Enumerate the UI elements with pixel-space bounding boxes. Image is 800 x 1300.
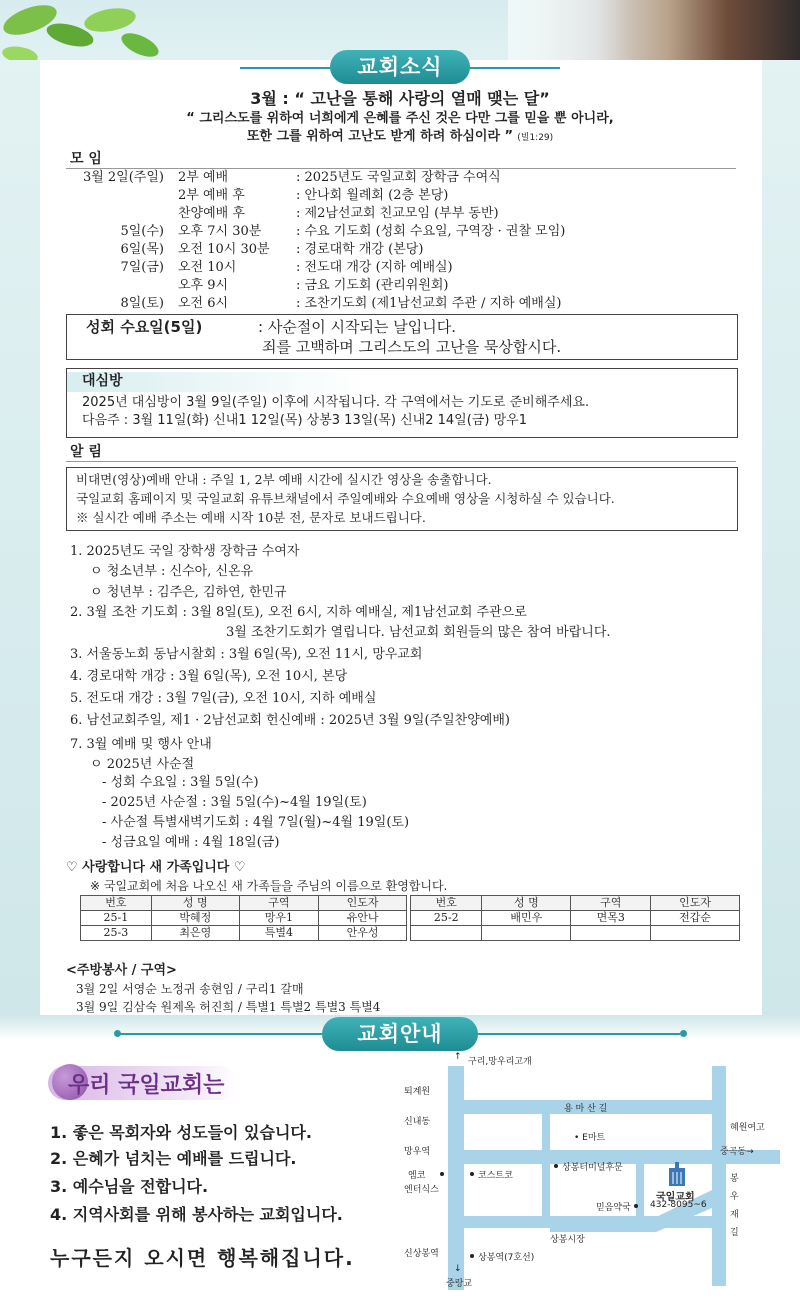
meeting-time: 오전 6시 [178, 296, 229, 311]
theme-line: 3월 : “ 고난을 통해 사랑의 열매 맺는 달” [250, 89, 550, 108]
table-row: 25-3 최은영 특별4 안우성 [81, 926, 407, 941]
meeting-time: 2부 예배 [178, 170, 229, 185]
church-map-label: 국일교회 [656, 1192, 695, 1203]
meeting-desc: : 금요 기도회 (관리위원회) [296, 278, 449, 293]
slogan: 누구든지 오시면 행복해집니다. [50, 1246, 355, 1270]
family-table-left [80, 895, 407, 941]
notice-item: 6. 남선교회주일, 제1 · 2남선교회 헌신예배 : 2025년 3월 9일(주일찬양예배) [70, 713, 510, 728]
notice-item: 3. 서울동노회 동남시찰회 : 3월 6일(목), 오전 11시, 망우교회 [70, 647, 423, 662]
kitchen-title: <주방봉사 / 구역> [66, 963, 177, 978]
meeting-time: 오전 10시 30분 [178, 242, 270, 257]
guide-item-4: 4. 지역사회를 위해 봉사하는 교회입니다. [50, 1205, 343, 1224]
map-label: 신상봉역 [404, 1249, 439, 1259]
page-title: 교회소식 [330, 50, 470, 84]
meeting-day: 7일(금) [120, 260, 164, 275]
meetings-title: 모 임 [70, 151, 102, 167]
meeting-desc: : 수요 기도회 (성회 수요일, 구역장 · 권찰 모임) [296, 224, 566, 239]
ash-label: 성회 수요일(5일) [86, 318, 203, 336]
map-label: 상봉역(7호선) [478, 1253, 535, 1263]
meeting-desc: : 전도대 개강 (지하 예배실) [296, 260, 453, 275]
family-subtitle: ※ 국일교회에 처음 나오신 새 가족들을 주님의 이름으로 환영합니다. [90, 879, 448, 893]
guide-title: 교회안내 [322, 1017, 478, 1051]
visit-line-2: 다음주 : 3월 11일(화) 신내1 12일(목) 상봉3 13일(목) 신내2 14일(금) 망우1 [82, 413, 527, 428]
map-poi-dot [634, 1204, 638, 1208]
map-label: 상봉시장 [550, 1235, 585, 1245]
meeting-time: 오후 7시 30분 [178, 224, 262, 239]
table-row: 25-1 박혜정 망우1 유안나 [81, 911, 407, 926]
visit-line-1: 2025년 대심방이 3월 9일(주일) 이후에 시작됩니다. 각 구역에서는 기도로 준비해주세요. [82, 395, 590, 410]
table-header-row: 번호 성 명 구역 인도자 [411, 896, 740, 911]
notice-item: ㅇ 청소년부 : 신수아, 신온유 [90, 564, 254, 579]
map-label: ↓ [454, 1264, 462, 1274]
notice-item: ㅇ 청년부 : 김주은, 김하연, 한민규 [90, 585, 287, 600]
church-location-map [400, 1050, 780, 1290]
map-poi-dot [440, 1172, 444, 1176]
notice-item: 3월 조찬기도회가 열립니다. 남선교회 회원들의 많은 참여 바랍니다. [226, 625, 611, 640]
map-label: 상봉터미널후문 [562, 1163, 623, 1173]
meeting-day: 3월 2일(주일) [82, 170, 164, 185]
map-label: 코스트코 [478, 1171, 513, 1181]
notice-item: 1. 2025년도 국일 장학생 장학금 수여자 [70, 544, 300, 559]
family-title: ♡ 사랑합니다 새 가족입니다 ♡ [66, 860, 246, 875]
meeting-desc: : 경로대학 개강 (본당) [296, 242, 424, 257]
notice-item: 2. 3월 조찬 기도회 : 3월 8일(토), 오전 6시, 지하 예배실, 제1남선교회 주관으로 [70, 605, 527, 620]
map-label: 혜원여고 [730, 1123, 765, 1133]
map-poi-dot [470, 1172, 474, 1176]
meeting-time: 찬양예배 후 [178, 206, 245, 221]
table-row [411, 926, 740, 941]
notice-item: - 2025년 사순절 : 3월 5일(수)~4월 19일(토) [102, 795, 367, 810]
table-header-row: 번호 성 명 구역 인도자 [81, 896, 407, 911]
guide-item-2: 2. 은혜가 넘치는 예배를 드립니다. [50, 1149, 297, 1168]
meeting-day: 5일(수) [120, 224, 164, 239]
theme-verse-1: “ 그리스도를 위하여 너희에게 은혜를 주신 것은 다만 그를 믿을 뿐 아니라, [186, 111, 614, 126]
map-label: 망우역 [404, 1147, 431, 1157]
ash-line-2: 죄를 고백하며 그리스도의 고난을 묵상합시다. [262, 338, 562, 356]
map-label: 퇴계원 [404, 1087, 431, 1097]
meeting-time: 오후 9시 [178, 278, 229, 293]
meeting-day: 6일(목) [120, 242, 164, 257]
map-label: 엔터식스 [404, 1185, 439, 1195]
notice-item: 4. 경로대학 개강 : 3월 6일(목), 오전 10시, 본당 [70, 669, 348, 684]
map-poi-dot [554, 1164, 558, 1168]
map-label: 믿음약국 [596, 1203, 631, 1213]
meeting-desc: : 2025년도 국일교회 장학금 수여식 [296, 170, 501, 185]
notice-item: - 성금요일 예배 : 4월 18일(금) [102, 835, 280, 850]
family-table-right [410, 895, 740, 941]
notice-item: 7. 3월 예배 및 행사 안내 [70, 737, 212, 752]
notices-title: 알 림 [70, 444, 102, 460]
map-label: 중곡동→ [720, 1147, 754, 1157]
online-worship-line: 비대면(영상)예배 안내 : 주일 1, 2부 예배 시간에 실시간 영상을 송출합니다. [76, 472, 492, 487]
ash-line-1: : 사순절이 시작되는 날입니다. [258, 318, 457, 336]
map-label: 엠코 [408, 1171, 426, 1181]
notice-item: - 사순절 특별새벽기도회 : 4월 7일(월)~4월 19일(토) [102, 815, 410, 830]
kitchen-line-1: 3월 2일 서영순 노정귀 송현임 / 구리1 갈매 [76, 982, 304, 996]
guide-heading: 우리 국일교회는 [68, 1073, 225, 1098]
meeting-desc: : 안나회 월례회 (2층 본당) [296, 188, 449, 203]
notice-item: 5. 전도대 개강 : 3월 7일(금), 오전 10시, 지하 예배실 [70, 691, 377, 706]
map-label: ↑ [454, 1052, 462, 1062]
theme-verse-2: 또한 그를 위하여 고난도 받게 하려 하심이라 ” [246, 129, 514, 144]
notice-item: ㅇ 2025년 사순절 [90, 757, 195, 772]
online-worship-line: 국일교회 홈페이지 및 국일교회 유튜브채널에서 주일예배와 수요예배 영상을 시청하실 수 있습니다. [76, 491, 615, 506]
meeting-time: 오전 10시 [178, 260, 237, 275]
map-poi-dot [470, 1254, 474, 1258]
online-worship-line: ※ 실시간 예배 주소는 예배 시작 10분 전, 문자로 보내드립니다. [76, 510, 426, 525]
map-label: 신내동 [404, 1117, 431, 1127]
church-phone: 432-8095~6 [650, 1200, 707, 1210]
meeting-day: 8일(토) [120, 296, 164, 311]
table-row: 25-2 배민우 면목3 전갑순 [411, 911, 740, 926]
map-label: 중랑교 [446, 1279, 473, 1289]
map-label: 용 마 산 길 [564, 1104, 608, 1114]
church-building-icon [666, 1162, 688, 1186]
guide-item-3: 3. 예수님을 전합니다. [50, 1177, 209, 1196]
guide-item-1: 1. 좋은 목회자와 성도들이 있습니다. [50, 1123, 312, 1142]
visit-title: 대심방 [82, 373, 123, 389]
meeting-desc: : 조찬기도회 (제1남선교회 주관 / 지하 예배실) [296, 296, 562, 311]
notice-item: - 성회 수요일 : 3월 5일(수) [102, 775, 259, 790]
verse-reference: (빌1:29) [517, 133, 554, 143]
map-label: • E마트 [574, 1133, 606, 1143]
meeting-desc: : 제2남선교회 친교모임 (부부 동반) [296, 206, 499, 221]
meeting-time: 2부 예배 후 [178, 188, 245, 203]
kitchen-line-2: 3월 9일 김삼숙 원제옥 허진희 / 특별1 특별2 특별3 특별4 [76, 1000, 381, 1014]
map-label: 봉우재길 [730, 1174, 739, 1238]
theme-verse-2-row [0, 128, 800, 147]
map-label: 구리,망우리고개 [468, 1057, 532, 1067]
